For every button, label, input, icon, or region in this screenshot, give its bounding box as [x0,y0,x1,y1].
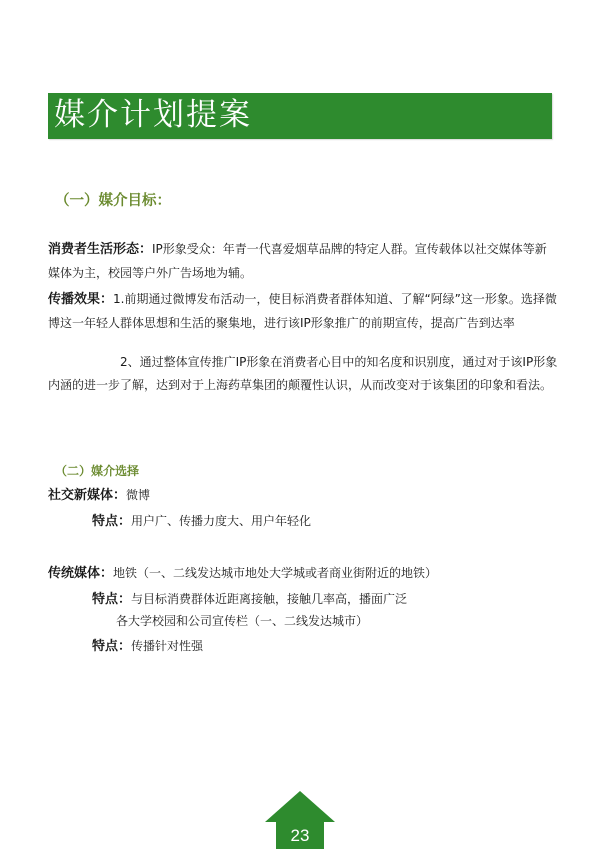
section-heading-media-goal: （一）媒介目标： [55,192,171,209]
section-heading-media-choice: （二）媒介选择 [55,464,140,478]
social-feature-text: 用户广、传播力度大、用户年轻化 [131,514,312,528]
spread-effect-paragraph-2: 2、通过整体宣传推广IP形象在消费者心目中的知名度和识别度，通过对于该IP形象内涵的进一步了解，达到对于上海药草集团的颠覆性认识，从而改变对于该集团的印象和看法。 [48,355,558,392]
social-feature-line [92,511,311,532]
spread-effect-label: 传播效果： [48,292,114,307]
social-media-value: 微博 [126,488,151,502]
page-number: 23 [290,826,310,845]
traditional-feature-line [92,589,407,610]
feature-label: 特点： [92,592,132,607]
feature-label: 特点： [92,639,132,654]
traditional-feature-line-2: 各大学校园和公司宣传栏（一、二线发达城市） [116,614,369,628]
traditional-media-label: 传统媒体： [48,566,114,581]
consumer-lifestyle-paragraph [48,238,558,284]
traditional-feature-text-2: 传播针对性强 [131,639,204,653]
traditional-media-value: 地铁（一、二线发达城市地处大学城或者商业街附近的地铁） [113,566,438,580]
spread-effect-text-1: 1.前期通过微博发布活动一，使目标消费者群体知道、了解“阿绿”这一形象。选择微博这一年轻人群体思想和生活的聚集地，进行该IP形象推广的前期宣传，提高广告到达率 [48,292,557,330]
page-title: 媒介计划提案 [54,97,252,133]
feature-label: 特点： [92,514,132,529]
traditional-feature-text: 与目标消费群体近距离接触，接触几率高，播面广泛 [131,592,408,606]
consumer-lifestyle-label: 消费者生活形态： [48,242,153,257]
social-media-line [48,485,150,506]
spread-effect-paragraph [48,288,558,334]
traditional-media-line [48,563,437,584]
consumer-lifestyle-text: IP形象受众：年青一代喜爱烟草品牌的特定人群。宣传载体以社交媒体等新媒体为主，校园等户外广告场地为辅。 [48,242,547,280]
title-banner [48,93,552,139]
social-media-label: 社交新媒体： [48,488,127,503]
traditional-feature-line-3 [92,636,203,657]
page-number-badge [265,791,335,849]
